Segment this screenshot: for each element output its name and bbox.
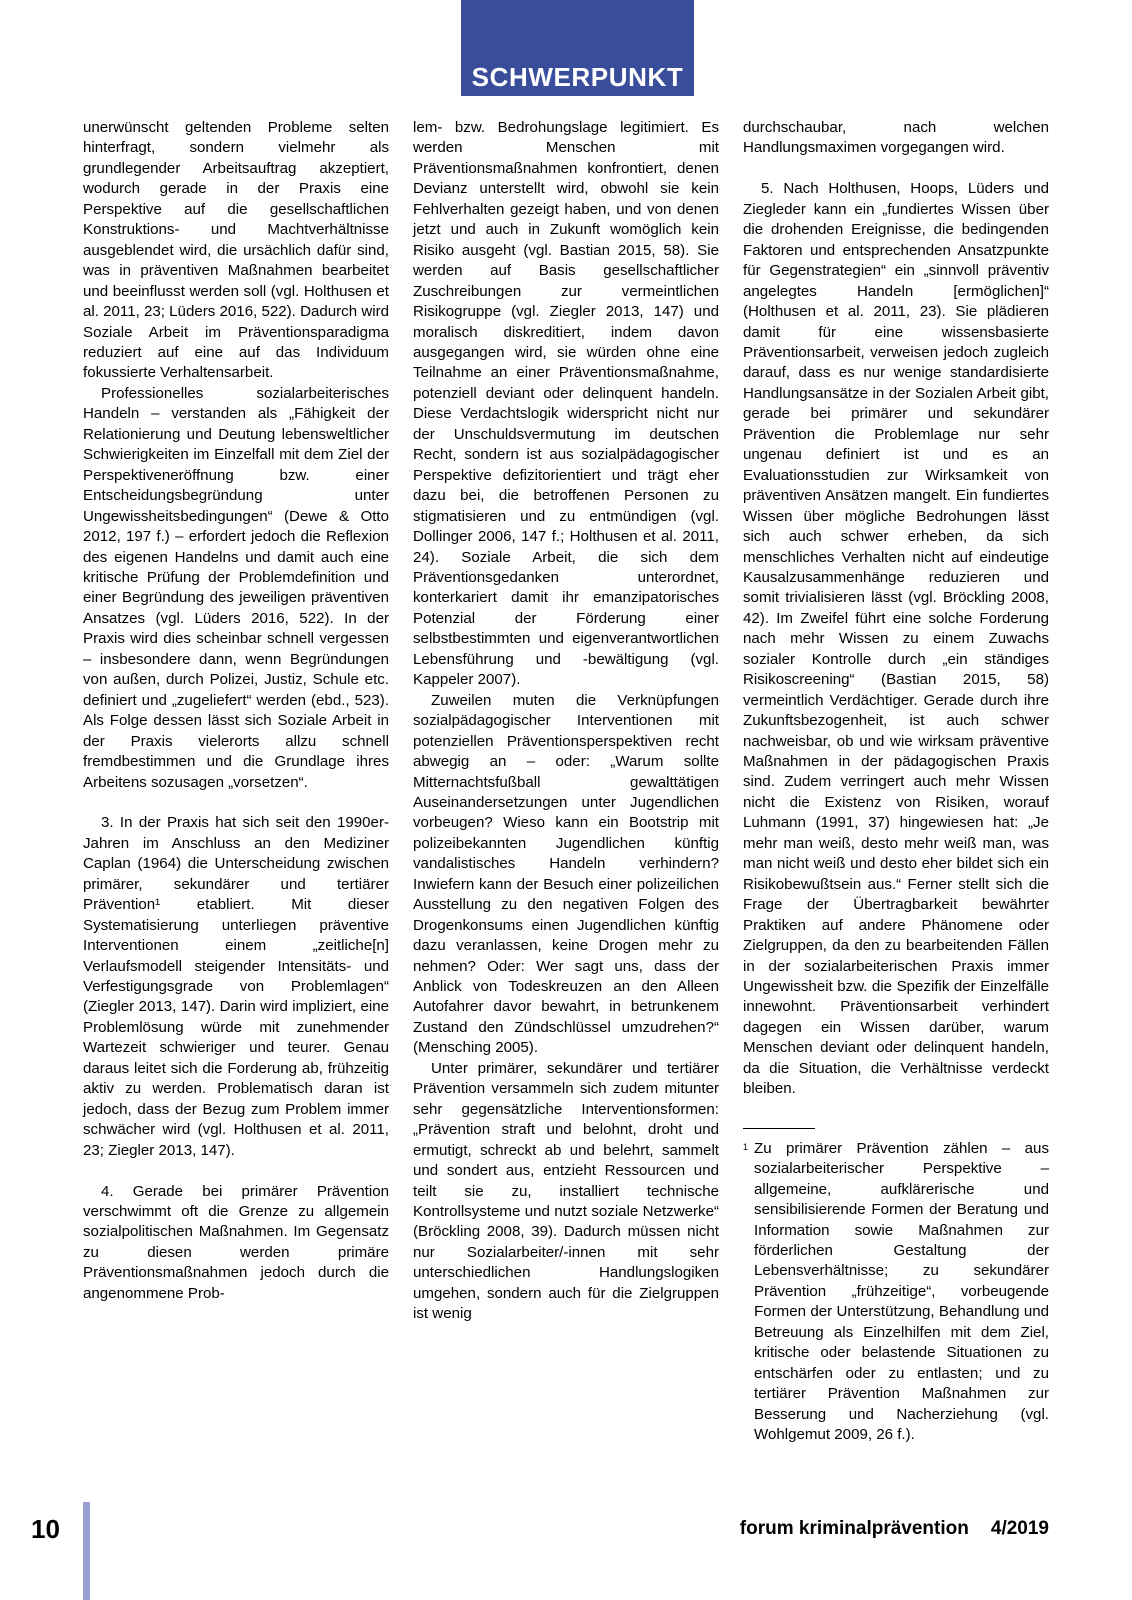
paragraph-numbered-5: 5. Nach Holthusen, Hoops, Lüders und Ziegleder kann ein „fundiertes Wissen über die drohenden Ereignisse, die bedingenden Faktoren und entsprechenden Ansatzpunkte für Gegenstrategien“ ein „sinnvoll präventiv angelegtes Handeln [ermöglichen]“ (Holthusen et al. 2011, 23). Sie plädieren damit für eine wissensbasierte Präventionsarbeit, verweisen jedoch zugleich darauf, dass es nur wenige standardisierte Handlungsansätze in der Sozialen Arbeit gibt, gerade bei primärer und sekundärer Prävention die Problemlage nur sehr ungenau definiert ist und es an Evaluationsstudien zur Wirksamkeit von präventiven Ansätzen mangelt. Ein fundiertes Wissen über mögliche Bedrohungen lässt sich auch schwer erheben, da sich menschliches Verhalten nicht auf eindeutige Kausalzusammenhänge reduzieren und somit trivialisieren lässt (vgl. Bröckling 2008, 42). Im Zweifel führt eine solche Forderung nach mehr Wissen zu einem Zuwachs sozialer Kontrolle durch „ein ständiges Risikoscreening“ (Bastian 2015, 58) vermeintlich Verdächtiger. Gerade durch ihre Zukunftsbezogenheit, ist auch schwer nachweisbar, ob und wie wirksam präventive Maßnahmen in der pädagogischen Praxis sind. Zudem verringert auch mehr Wissen nicht die Existenz von Risiken, worauf Luhmann (1991, 37) hingewiesen hat: „Je mehr man weiß, desto mehr weiß man, was man nicht weiß und desto eher bildet sich ein Risikobewußtsein aus.“ Ferner stellt sich die Frage der Übertragbarkeit bewährter Praktiken auf andere Phänomene oder Zielgruppen, da den zu bearbeitenden Fällen in der sozialarbeiterischen Praxis immer Ungewissheit bzw. die Spezifik der Einzelfälle innewohnt. Präventionsarbeit verhindert dagegen ein Wissen darüber, warum Menschen deviant oder delinquent handeln, da die Situation, die Verhältnisse verdeckt bleiben. xyxy=(743,180,1049,1098)
footnote-block xyxy=(743,1128,1049,1446)
publication-name: forum kriminalprävention xyxy=(739,1518,969,1539)
paragraph: lem- bzw. Bedrohungslage legitimiert. Es werden Menschen mit Präventionsmaßnahmen konfrontiert, denen Devianz unterstellt wird, obwohl sie kein Fehlverhalten gezeigt haben, und von denen jetzt und auch in Zukunft womöglich kein Risiko ausgeht (vgl. Bastian 2015, 58). Sie werden auf Basis gesellschaftlicher Zuschreibungen zur vermeintlichen Risikogruppe (vgl. Ziegler 2013, 147) und moralisch diskreditiert, indem davon ausgegangen wird, sie würden ohne eine Teilnahme an einer Präventionsmaßnahme, potenziell deviant oder delinquent handeln. Diese Verdachtslogik widerspricht nicht nur der Unschuldsvermutung im deutschen Recht, sondern ist aus sozialpädagogischer Perspektive defizitorientiert und trägt eher dazu bei, die betroffenen Personen zu stigmatisieren und zu entmündigen (vgl. Dollinger 2006, 147 f.; Holthusen et al. 2011, 24). Soziale Arbeit, die sich dem Präventionsgedanken unterordnet, konterkariert damit ihr emanzipatorisches Potenzial der Förderung einer selbstbestimmten und eigenverantwortlichen Lebensführung und -bewältigung (vgl. Kappeler 2007). xyxy=(413,119,719,689)
footnote-1 xyxy=(743,1139,1049,1446)
footer-vertical-rule xyxy=(83,1502,90,1600)
footnote-marker: 1 xyxy=(743,1141,749,1152)
header-title: SCHWERPUNKT xyxy=(471,62,684,92)
paragraph: unerwünscht geltenden Probleme selten hinterfragt, sondern vielmehr als grundlegender Arbeitsauftrag akzeptiert, wodurch gerade in der Praxis eine Perspektive auf die gesellschaftlichen Konstruktions- und Machtverhältnisse ausgeblendet wird, die ursächlich dafür sind, was in präventiven Maßnahmen bearbeitet und beeinflusst werden soll (vgl. Holthusen et al. 2011, 23; Lüders 2016, 522). Dadurch wird Soziale Arbeit im Präventionsparadigma reduziert auf eine auf das Individuum fokussierte Verhaltensarbeit. xyxy=(83,119,389,382)
paragraph-numbered-4: 4. Gerade bei primärer Prävention verschwimmt oft die Grenze zu allgemein sozialpolitischen Maßnahmen. Im Gegensatz zu diesen werden primäre Präventionsmaßnahmen jedoch durch die angenommene Prob- xyxy=(83,1182,389,1302)
text-column-3 xyxy=(743,118,1049,1446)
paragraph: durchschaubar, nach welchen Handlungsmaximen vorgegangen wird. xyxy=(743,119,1049,157)
paragraph: Professionelles sozialarbeiterisches Handeln – verstanden als „Fähigkeit der Relationierung und Deutung lebensweltlicher Schwierigkeiten im Einzelfall mit dem Ziel der Perspektiveneröffnung bzw. einer Entscheidungsbegründung unter Ungewissheitsbedingungen“ (Dewe & Otto 2012, 197 f.) – erfordert jedoch die Reflexion des eigenen Handelns und damit auch eine kritische Prüfung der Problemdefinition und einer Begründung des jeweiligen präventiven Ansatzes (vgl. Lüders 2016, 522). In der Praxis wird dies scheinbar schnell vergessen – insbesondere dann, wenn Begründungen von außen, durch Polizei, Justiz, Schule etc. definiert und „zugeliefert“ werden (ebd., 523). Als Folge dessen lässt sich Soziale Arbeit in der Praxis vielerorts allzu schnell fremdbestimmen und die Grundlage ihres Arbeitens sozusagen „vorsetzen“. xyxy=(83,384,389,791)
issue-number: 4/2019 xyxy=(990,1518,1049,1539)
text-column-2 xyxy=(413,118,719,1446)
footer-publication-info xyxy=(740,1518,1049,1540)
schwerpunkt-header-banner xyxy=(461,0,694,96)
text-column-1 xyxy=(83,118,389,1446)
page-footer xyxy=(0,1502,1132,1600)
paragraph-numbered-3: 3. In der Praxis hat sich seit den 1990er-Jahren im Anschluss an den Mediziner Caplan (1964) die Unterscheidung zwischen primärer, sekundärer und tertiärer Prävention¹ etabliert. Mit dieser Systematisierung unterliegen präventive Interventionen einem „zeitliche[n] Verlaufsmodell steigender Intensitäts- und Verfestigungsgrade von Problemlagen“ (Ziegler 2013, 147). Darin wird impliziert, eine Problemlösung würde mit zunehmender Wartezeit schwieriger und teurer. Genau daraus leitet sich die Forderung ab, frühzeitig aktiv zu werden. Problematisch daran ist jedoch, dass der Bezug zum Problem immer schwächer wird (vgl. Holthusen et al. 2011, 23; Ziegler 2013, 147). xyxy=(83,814,389,1159)
footnote-text: Zu primärer Prävention zählen – aus sozialarbeiterischer Perspektive – allgemeine, aufklärerische und sensibilisierende Formen der Beratung und Information sowie Maßnahmen zur förderlichen Gestaltung der Lebensverhältnisse; zu sekundärer Prävention „frühzeitige“, vorbeugende Formen der Unterstützung, Behandlung und Betreuung als Einzelhilfen mit dem Ziel, kritische oder belastende Situationen zu entschärfen oder zu entlasten; und zu tertiärer Prävention Maßnahmen zur Besserung und Nacherziehung (vgl. Wohlgemut 2009, 26 f.). xyxy=(754,1139,1049,1444)
footnote-separator-rule xyxy=(743,1128,815,1129)
paragraph: Zuweilen muten die Verknüpfungen sozialpädagogischer Interventionen mit potenziellen Präventionsperspektiven recht abwegig an – oder: „Warum sollte Mitternachtsfußball gewalttätigen Auseinandersetzungen unter Jugendlichen vorbeugen? Wieso kann ein Bootstrip mit polizeibekannten Jugendlichen künftig vandalistisches Handeln verhindern? Inwiefern kann der Besuch einer polizeilichen Ausstellung zu den negativen Folgen des Drogenkonsums einen Jugendlichen künftig dazu veranlassen, keine Drogen mehr zu nehmen? Oder: Wer sagt uns, dass der Anblick von Todeskreuzen an den Alleen Autofahrer davor bewahrt, in betrunkenem Zustand den Zündschlüssel umzudrehen?“ (Mensching 2005). xyxy=(413,691,719,1057)
page-number: 10 xyxy=(31,1514,60,1544)
article-body xyxy=(83,118,1049,1446)
paragraph: Unter primärer, sekundärer und tertiärer Prävention versammeln sich zudem mitunter sehr gegensätzliche Interventionsformen: „Prävention straft und belohnt, droht und ermutigt, schreckt ab und belehrt, sammelt und sondert aus, entzieht Ressourcen und teilt sie zu, installiert technische Kontrollsysteme und nutzt soziale Netzwerke“ (Bröckling 2008, 39). Dadurch müssen nicht nur Sozialarbeiter/-innen mit sehr unterschiedlichen Handlungslogiken umgehen, sondern auch für die Zielgruppen ist wenig xyxy=(413,1059,719,1323)
